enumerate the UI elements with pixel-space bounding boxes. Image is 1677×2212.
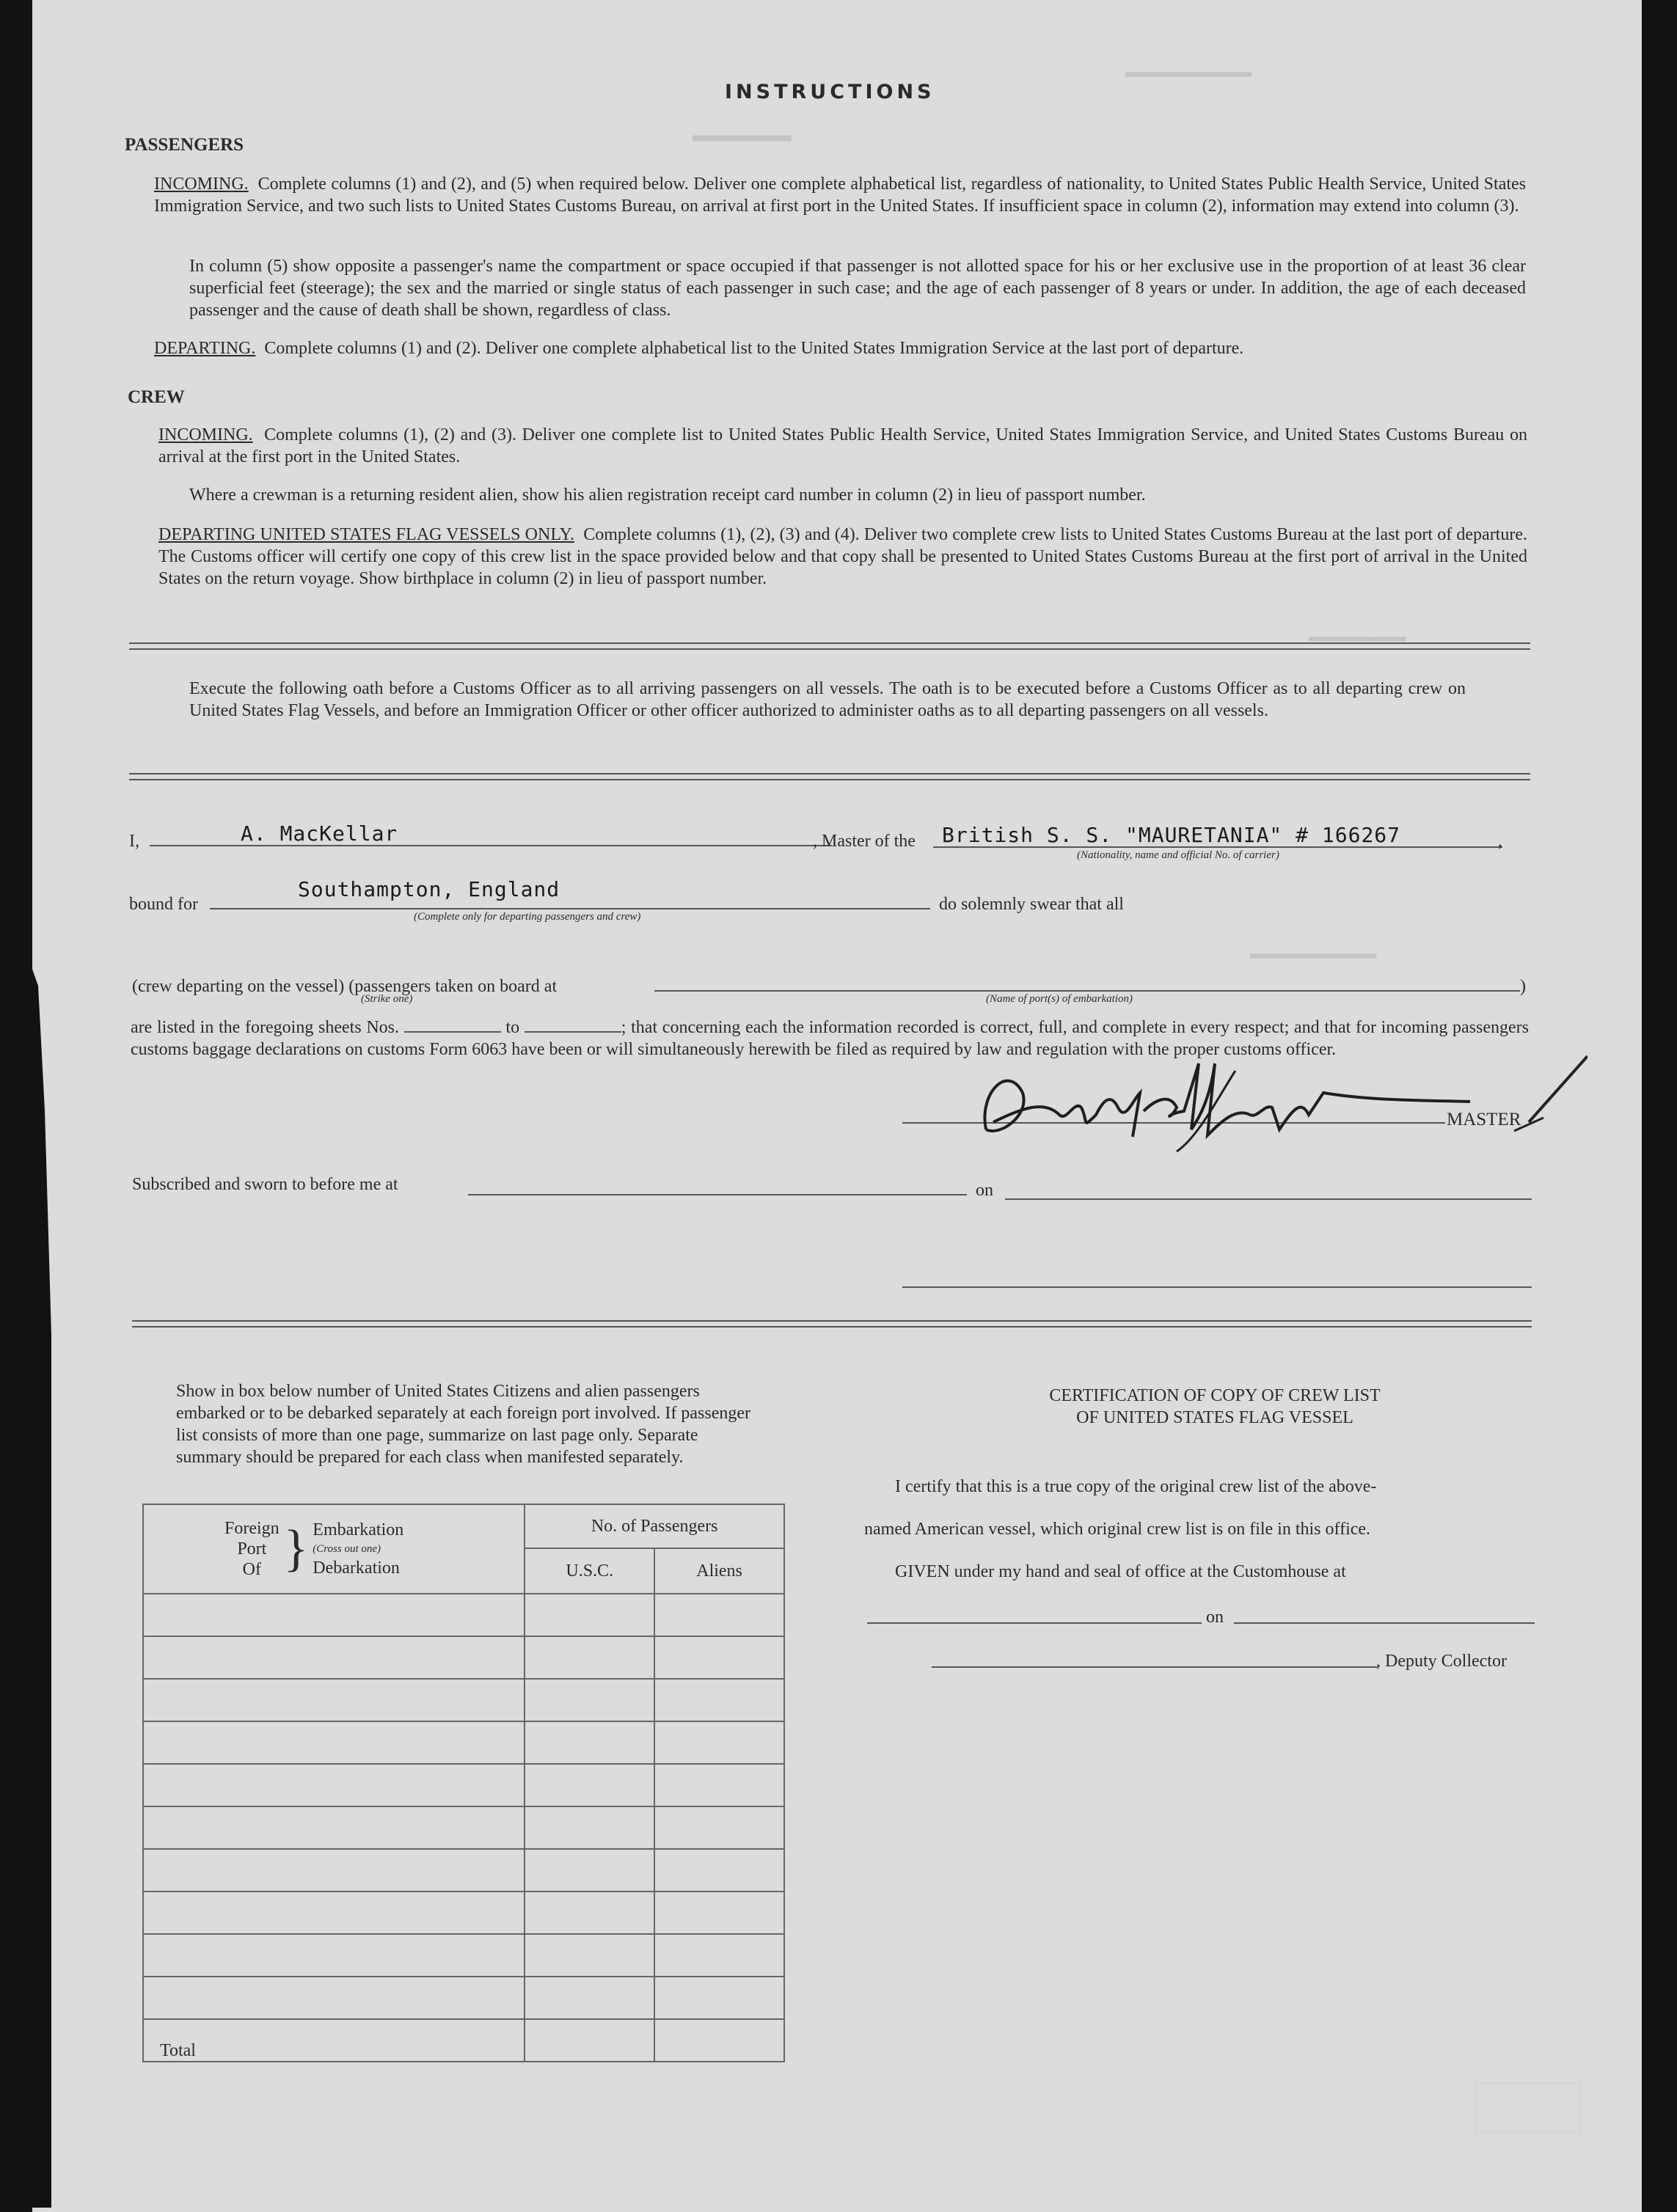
port-header-line2: Port [237, 1539, 267, 1559]
bound-for-label: bound for [129, 895, 198, 914]
port-header-line1: Foreign [224, 1519, 280, 1538]
certification-line3: GIVEN under my hand and seal of office at the Customhouse at [895, 1562, 1346, 1581]
master-signature [957, 1049, 1588, 1166]
swear-label: do solemnly swear that all [939, 895, 1124, 914]
table-cell[interactable] [654, 1594, 784, 1636]
passengers-departing-text: Complete columns (1) and (2). Deliver one complete alphabetical list to the United States Immigration Service at the last port of departure. [264, 339, 1244, 358]
crew-incoming-label: INCOMING. [158, 425, 253, 444]
usc-header: U.S.C. [525, 1548, 654, 1594]
table-row [143, 1636, 784, 1679]
subscribed-label: Subscribed and sworn to before me at [132, 1175, 398, 1194]
ports-caption: (Name of port(s) of embarkation) [986, 993, 1133, 1005]
table-cell[interactable] [143, 1721, 525, 1764]
section-divider [129, 642, 1530, 650]
crew-resident: Where a crewman is a returning resident alien, show his alien registration receipt card number in column (2) in lieu of passport number. [189, 486, 1146, 505]
passenger-summary-table [142, 1504, 785, 2062]
table-cell[interactable] [143, 1679, 525, 1721]
aliens-header: Aliens [654, 1548, 784, 1594]
oath-i-label: I, [129, 832, 139, 851]
table-cell[interactable] [654, 1636, 784, 1679]
listed-rest: ; that concerning each the information recorded is correct, full, and complete in every respect; and that for incoming passengers customs baggage declarations on customs Form 6063 have been or will simultaneously herewith be filed as required by law and regulation with the proper customs officer. [131, 1018, 1529, 1059]
table-cell[interactable] [525, 1721, 654, 1764]
passengers-departing-label: DEPARTING. [154, 339, 256, 358]
port-header [143, 1504, 525, 1594]
table-cell[interactable] [525, 1891, 654, 1934]
table-cell[interactable] [525, 1764, 654, 1806]
table-row [143, 1977, 784, 2019]
sworn-on-label: on [976, 1181, 993, 1200]
embarkation-label: Embarkation [313, 1520, 404, 1539]
total-row [143, 2019, 784, 2062]
master-name: A. MacKellar [241, 821, 398, 846]
table-row [143, 1594, 784, 1636]
table-cell[interactable] [654, 1806, 784, 1849]
table-cell[interactable] [654, 1849, 784, 1891]
sheet-to-line [525, 1031, 621, 1033]
certification-line2: named American vessel, which original crew list is on file in this office. [864, 1520, 1371, 1539]
table-cell[interactable] [143, 1594, 525, 1636]
no-passengers-header: No. of Passengers [525, 1504, 784, 1548]
section-divider [132, 1320, 1532, 1327]
table-cell[interactable] [525, 1679, 654, 1721]
table-row [143, 1679, 784, 1721]
listed-prefix: are listed in the foregoing sheets Nos. [131, 1018, 400, 1037]
table-cell[interactable] [525, 1977, 654, 2019]
certification-heading [958, 1385, 1472, 1429]
table-cell[interactable] [654, 1721, 784, 1764]
table-cell[interactable] [525, 1594, 654, 1636]
bound-caption: (Complete only for departing passengers and crew) [414, 911, 641, 923]
table-cell[interactable] [143, 1806, 525, 1849]
page-title: INSTRUCTIONS [725, 81, 935, 103]
passengers-incoming-text: Complete columns (1) and (2), and (5) when required below. Deliver one complete alphabetical list, regardless of nationality, to United States Public Health Service, United States Immigration Service, and two such lists to United States Customs Bureau, on arrival at first port in the United States. If insufficient space in column (2), information may extend into column (3). [154, 175, 1527, 216]
table-cell[interactable] [525, 1636, 654, 1679]
table-cell[interactable] [143, 1849, 525, 1891]
passengers-incoming [154, 173, 1526, 217]
table-cell[interactable] [143, 1934, 525, 1977]
bound-for-line [210, 908, 930, 909]
to-label: to [505, 1018, 520, 1037]
certification-line1: I certify that this is a true copy of the original crew list of the above- [895, 1477, 1377, 1496]
passengers-column5: In column (5) show opposite a passenger's name the compartment or space occupied if that passenger is not allotted space for his or her exclusive use in the proportion of at least 36 clear superficial feet (steerage); the sex and the married or single status of each passenger in such case; and the age of each passenger of 8 years or under. In addition, the age of each deceased passenger and the cause of death shall be shown, regardless of class. [189, 257, 1526, 320]
table-row [143, 1849, 784, 1891]
table-cell[interactable] [525, 1934, 654, 1977]
sworn-date-line [1005, 1198, 1532, 1200]
table-row [143, 1764, 784, 1806]
table-cell[interactable] [654, 1679, 784, 1721]
table-cell[interactable] [143, 1636, 525, 1679]
certification-heading-line2: OF UNITED STATES FLAG VESSEL [1076, 1408, 1353, 1427]
debarkation-label: Debarkation [313, 1559, 400, 1578]
table-cell[interactable] [143, 1977, 525, 2019]
crew-departing [158, 524, 1527, 590]
total-aliens-cell[interactable] [654, 2019, 784, 2062]
crew-departing-label: DEPARTING UNITED STATES FLAG VESSELS ONLY. [158, 525, 574, 544]
vessel-name: British S. S. "MAURETANIA" # 166267 [942, 823, 1401, 847]
officer-signature-line [902, 1286, 1532, 1288]
table-row [143, 1891, 784, 1934]
section-divider [129, 773, 1530, 780]
table-row [143, 1721, 784, 1764]
oath-instructions: Execute the following oath before a Customs Officer as to all arriving passengers on all vessels. The oath is to be executed before a Customs Officer as to all departing crew on United States Flag Vessels, and before an Immigration Officer or other officer authorized to administer oaths as to all departing passengers on all vessels. [189, 679, 1466, 720]
certification-date-line [1234, 1622, 1535, 1624]
sheet-from-line [404, 1031, 501, 1033]
total-usc-cell[interactable] [525, 2019, 654, 2062]
ports-line [654, 990, 1520, 992]
master-of-label: , Master of the [813, 832, 916, 851]
deputy-collector-label: , Deputy Collector [1376, 1652, 1507, 1671]
master-label: MASTER [1447, 1110, 1521, 1129]
total-label: Total [143, 2019, 525, 2062]
comma: , [1498, 832, 1502, 851]
table-cell[interactable] [654, 1934, 784, 1977]
crew-incoming-text: Complete columns (1), (2) and (3). Deliver one complete list to United States Public Health Service, United States Immigration Service, and United States Customs Bureau on arrival at the first port in the United States. [158, 425, 1528, 466]
sworn-place-line [468, 1194, 967, 1195]
table-cell[interactable] [143, 1764, 525, 1806]
table-cell[interactable] [654, 1891, 784, 1934]
table-cell[interactable] [525, 1849, 654, 1891]
ghost-box [1476, 2083, 1580, 2133]
passengers-incoming-label: INCOMING. [154, 175, 249, 194]
deputy-signature-line [932, 1666, 1378, 1668]
summary-instructions: Show in box below number of United States Citizens and alien passengers embarked or to be debarked separately at each foreign port involved. If passenger list consists of more than one page, summarize on last page only. Separate summary should be prepared for each class when manifested separately. [176, 1382, 750, 1467]
strike-one: (Strike one) [361, 993, 413, 1005]
table-cell[interactable] [525, 1806, 654, 1849]
passengers-heading: PASSENGERS [125, 135, 244, 155]
crew-heading: CREW [128, 387, 185, 407]
port-header-line3: Of [242, 1560, 261, 1579]
cross-out-label: (Cross out one) [313, 1543, 381, 1555]
customhouse-line [867, 1622, 1202, 1624]
table-row [143, 1806, 784, 1849]
crew-incoming [158, 424, 1527, 468]
table-cell[interactable] [654, 1977, 784, 2019]
bound-for-value: Southampton, England [298, 877, 560, 901]
table-cell[interactable] [654, 1764, 784, 1806]
crew-departing-text: Complete columns (1), (2), (3) and (4). Deliver two complete crew lists to United States Customs Bureau at the last port of departure. The Customs officer will certify one copy of this crew list in the space provided below and that copy shall be presented to United States Customs Bureau at the first port of arrival in the United States on the return voyage. Show birthplace in column (2) in lieu of passport number. [158, 525, 1527, 588]
passengers-departing [154, 337, 1526, 359]
crew-passengers-label: (crew departing on the vessel) (passengers taken on board at [132, 977, 558, 996]
certification-on-label: on [1206, 1608, 1224, 1627]
torn-edge [32, 961, 51, 2208]
vessel-caption: (Nationality, name and official No. of carrier) [1077, 849, 1279, 861]
table-row [143, 1934, 784, 1977]
brace-glyph: } [283, 1520, 309, 1577]
certification-heading-line1: CERTIFICATION OF COPY OF CREW LIST [1049, 1386, 1381, 1405]
close-paren: ) [1520, 977, 1526, 996]
document-page: ▬▬▬▬▬▬▬▬▬▬▬▬▬ ▬▬▬▬▬▬▬▬ ▬▬▬▬▬▬▬▬▬▬ ▬▬▬▬▬▬▬▬▬▬▬▬▬ INSTRUCTIONS PASSENGERS INCOMING. Complete columns (1) and (2), and (5) when required below. Deliver one complete alphabetical list, regardless of nationality, to United States Public Health Service, United States Immigration Service, and two such lists to United States Customs Bureau, on arrival at first port in the United States. If insufficient space in column (2), information may extend into column (3). In column (5) show opposite a passenger's name the compartment or space occupied if that passenger is not allotted space for his or her exclusive use in the proportion of at least 36 clear superficial feet (steerage); the sex and the married or single status of each passenger in such case; and the age of each passenger of 8 years or under. In addition, the age of each deceased passenger and the cause of death shall be shown, regardless of class. DEPARTING. Complete columns (1) and (2). Deliver one complete alphabetical list to the United States Immigration Service at the last port of departure. CREW INCOMING. Complete columns (1), (2) and (3). Deliver one complete list to United States Public Health Service, United States Immigration Service, and United States Customs Bureau on arrival at the first port in the United States. Where a crewman is a returning resident alien, show his alien registration receipt card number in column (2) in lieu of passport number. DEPARTING UNITED STATES FLAG VESSELS ONLY. Complete columns (1), (2), (3) and (4). Deliver two complete crew lists to United States Customs Bureau at the last port of departure. The Customs officer will certify one copy of this crew list in the space provided below and that copy shall be presented to United States Customs Bureau at the first port of arrival in the United States on the return voyage. Show birthplace in column (2) in lieu of passport number. Execute the following oath before a Customs Officer as to all arriving passengers on all vessels. The oath is to be executed before a Customs Officer as to all departing crew on United States Flag Vessels, and before an Immigration Officer or other officer authorized to administer oaths as to all departing passengers on all vessels. I, A. MacKellar , Master of the British S. S. "MAURETANIA" # 166267 , (Nationality, name and official No. of carrier) bound for Southampton, England (Complete only for departing passengers and crew) do solemnly swear that all (crew departing on the vessel) (passengers taken on board at ) (Strike one) (Name of port(s) of embarkation) are listed in the foregoing sheets Nos. to ; that concerning each the information recorded is correct, full, and complete in every respect; and that for incoming passengers customs baggage declarations on customs Form 6063 have been or will simultaneously herewith be filed as required by law and regulation with the proper customs officer. MASTER Subscribed and sworn to before me at on Show in box below number of United States Citizens and alien passengers embarked or to be debarked separately at each foreign port involved. If passenger list consists of more than one page, summarize on last page only. Separate summary should be prepared for each class when manifested separately. Foreign Port Of } Embarkation (Cross out one) Debarkation No. of Passengers U.S.C. Aliens Total CERTIFICATION OF COPY OF CREW LIST OF UNITED STATES FLAG VESSEL I certify that this is a true copy of the original crew list of the above- named American vessel, which original crew list is on file in this office. GIVEN under my hand and seal of office at the Customhouse at on , Deputy Collector [32, 0, 1642, 2212]
table-cell[interactable] [143, 1891, 525, 1934]
